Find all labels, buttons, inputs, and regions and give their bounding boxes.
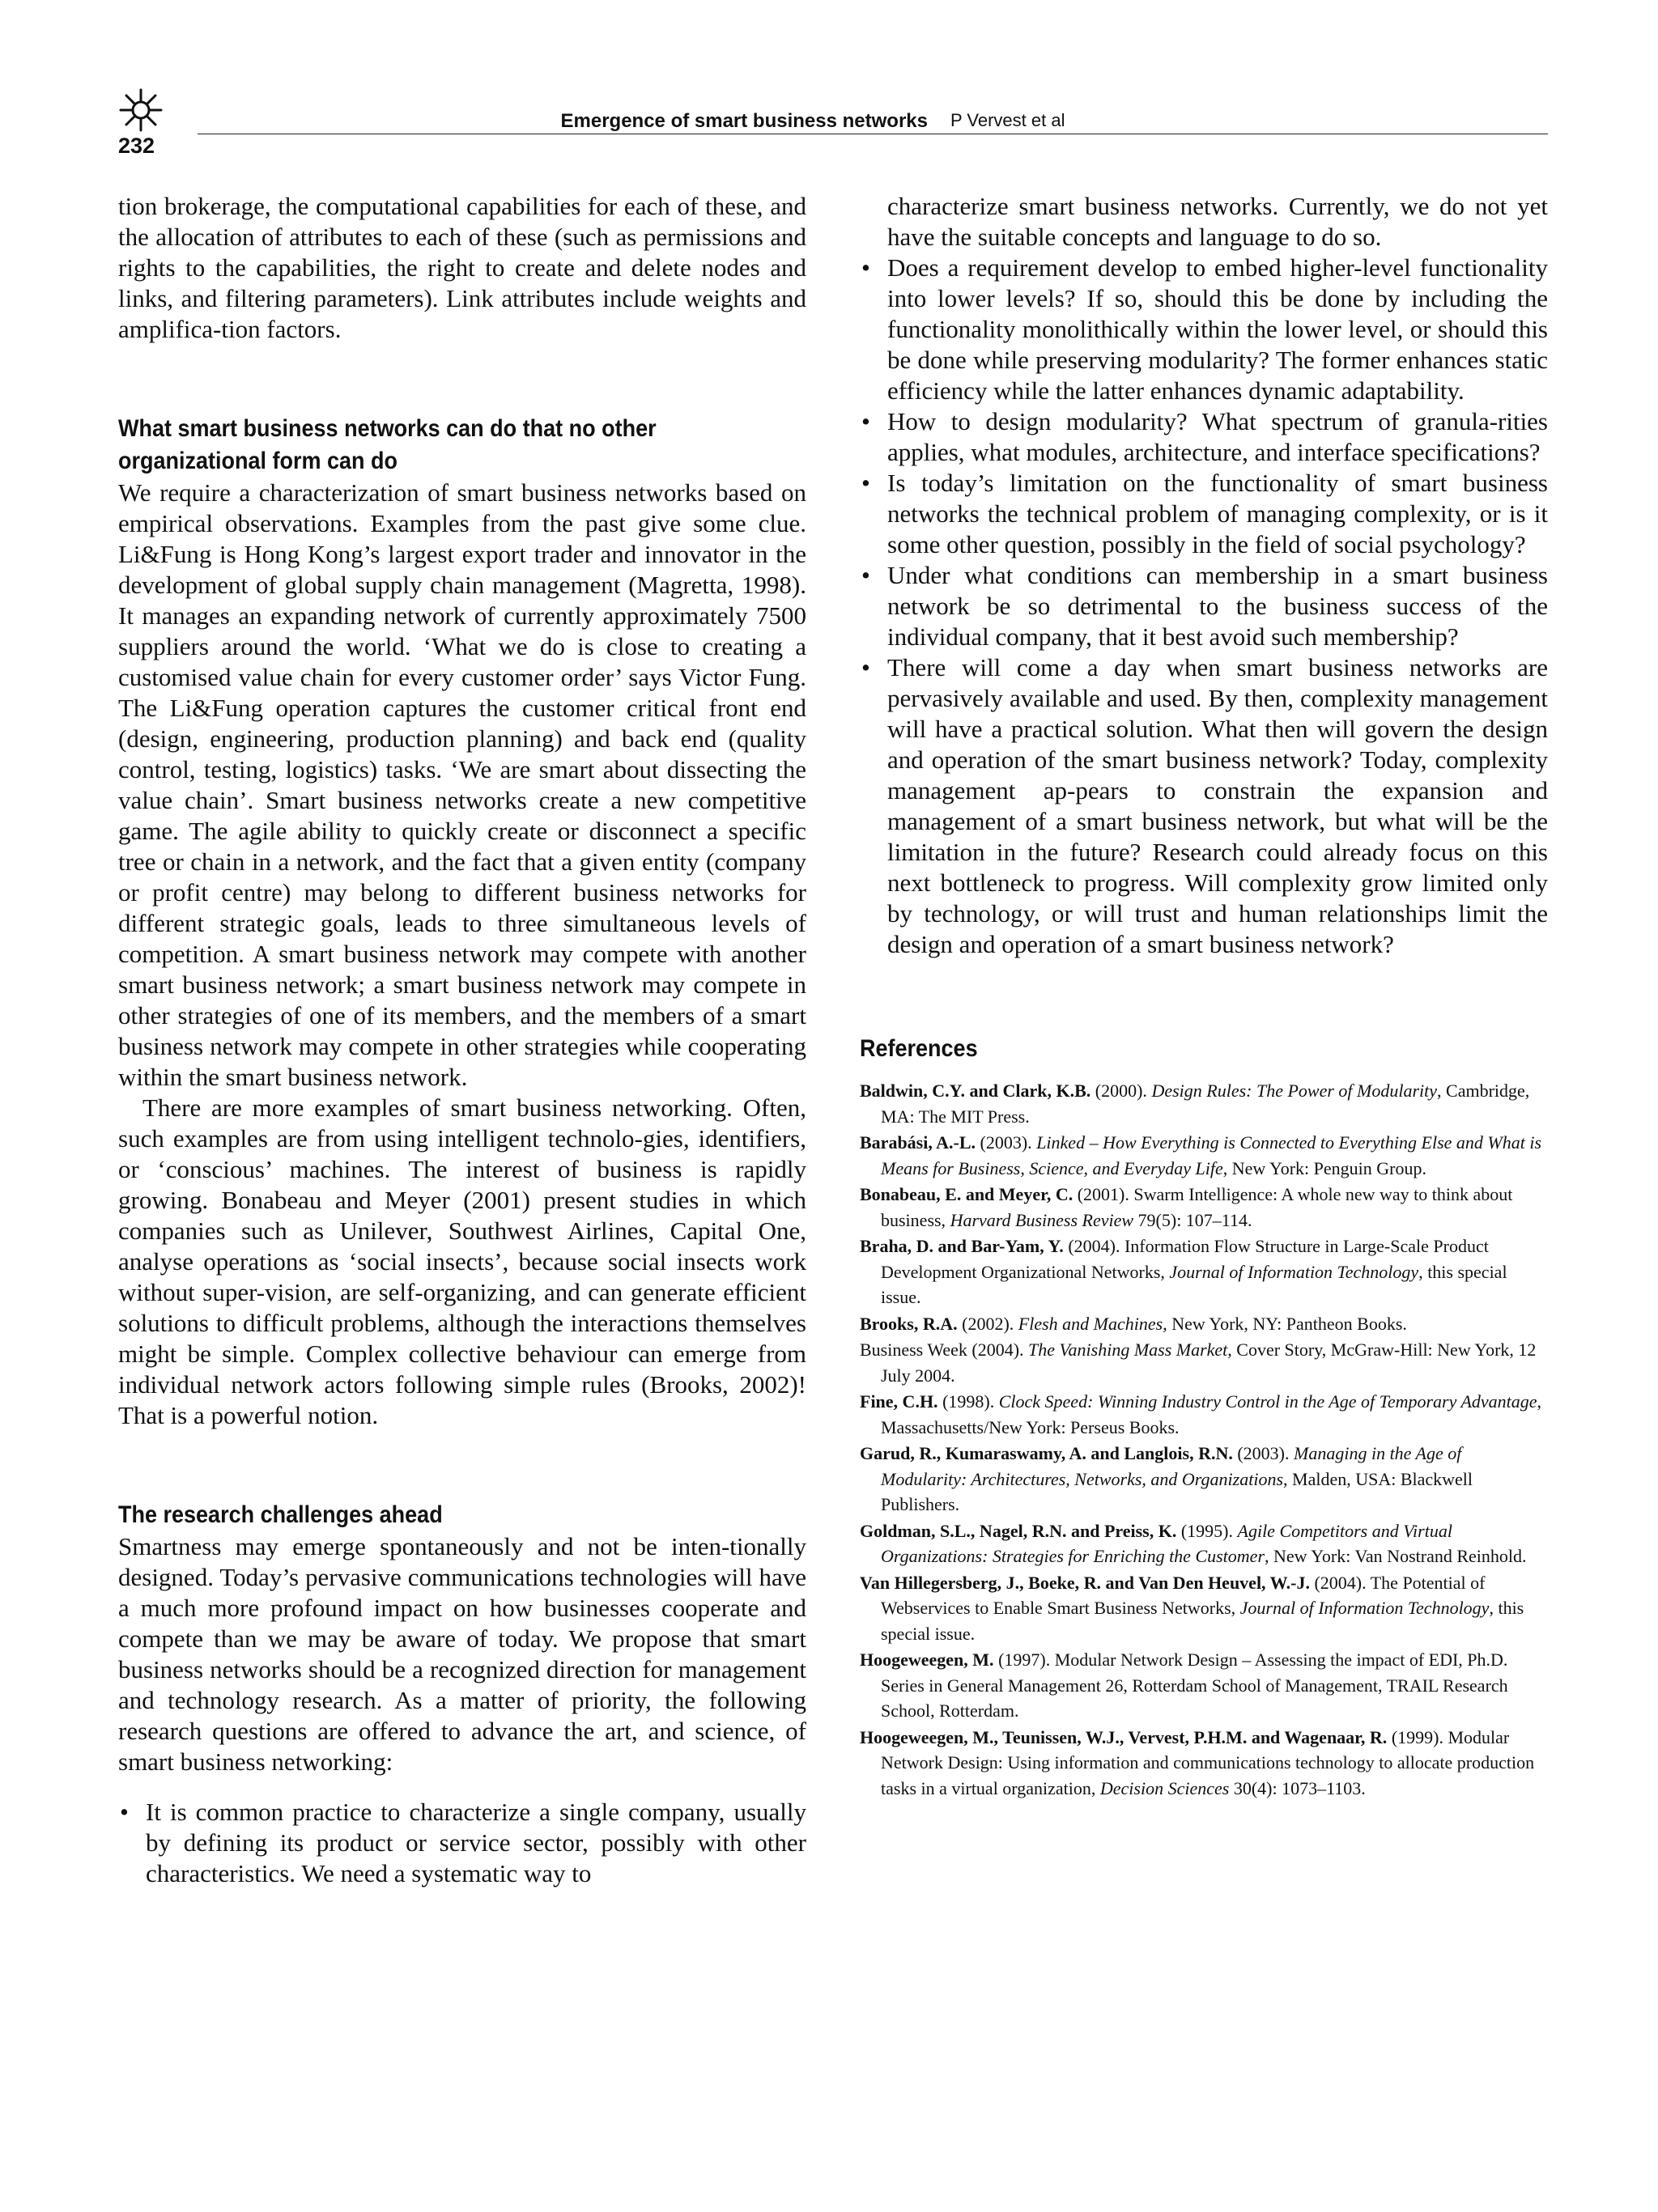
reference-item: Braha, D. and Bar-Yam, Y. (2004). Information Flow Structure in Large-Scale Product Development Organizational Networks, Journal of Information Technology, this special issue. [860, 1236, 1507, 1307]
reference-item: Baldwin, C.Y. and Clark, K.B. (2000). Design Rules: The Power of Modularity, Cambridge, MA: The MIT Press. [860, 1081, 1530, 1127]
list-item-text: Is today’s limitation on the functionality of smart business networks the technical problem of managing complexity, or is it some other question, possibly in the field of social psychology? [887, 469, 1548, 558]
list-item [118, 1797, 806, 1889]
running-header [118, 87, 1548, 162]
list-item [860, 191, 1548, 253]
research-questions-list-continued [860, 191, 1548, 960]
left-column [118, 191, 806, 1889]
list-item-text: It is common practice to characterize a single company, usually by defining its product or service sector, possibly with other characteristics. We need a systematic way to [146, 1798, 806, 1887]
list-item [860, 652, 1548, 960]
section-heading-research-challenges: The research challenges ahead [118, 1501, 443, 1528]
list-item [860, 560, 1548, 652]
bullet-icon: • [861, 407, 870, 435]
list-item [860, 406, 1548, 468]
list-item-text: characterize smart business networks. Currently, we do not yet have the suitable concepts and language to do so. [887, 192, 1548, 251]
reference-item: Van Hillegersberg, J., Boeke, R. and Van Den Heuvel, W.-J. (2004). The Potential of Webservices to Enable Smart Business Networks, Journal of Information Technology, this special issue. [860, 1572, 1524, 1644]
intro-paragraph: tion brokerage, the computational capabilities for each of these, and the allocation of attributes to each of these (such as permissions and rights to the capabilities, the right to create and delete nodes and links, and filtering parameters). Link attributes include weights and amplifica-tion factors. [118, 192, 806, 343]
list-item-text: There will come a day when smart business networks are pervasively available and used. By then, complexity management will have a practical solution. What then will govern the design and operation of the smart business network? Today, complexity management ap-pears to constrain the expansion and management of a smart business network, but what will be the limitation in the future? Research could already focus on this next bottleneck to progress. Will complexity grow limited only by technology, or will trust and human relationships limit the design and operation of a smart business network? [887, 653, 1548, 958]
list-item [860, 253, 1548, 406]
reference-item: Garud, R., Kumaraswamy, A. and Langlois, R.N. (2003). Managing in the Age of Modularity: Architectures, Networks, and Organizations, Malden, USA: Blackwell Publishers. [860, 1443, 1473, 1514]
body-paragraph: There are more examples of smart business networking. Often, such examples are from using intelligent technolo-gies, identifiers, or ‘conscious’ machines. The interest of business is rapidly growing. Bonabeau and Meyer (2001) present studies in which companies such as Unilever, Southwest Airlines, Capital One, analyse operations as ‘social insects’, because social insects work without super-vision, are self-organizing, and can generate efficient solutions to difficult problems, although the interactions themselves might be simple. Complex collective behaviour can emerge from individual network actors following simple rules (Brooks, 2002)! That is a powerful notion. [118, 1093, 806, 1429]
publisher-logo-icon [118, 87, 164, 133]
body-paragraph: Smartness may emerge spontaneously and not be inten-tionally designed. Today’s pervasive communications technologies will have a much more profound impact on how businesses cooperate and compete than we may be aware of today. We propose that smart business networks should be a recognized direction for management and technology research. As a matter of priority, the following research questions are offered to advance the art, and science, of smart business networking: [118, 1532, 806, 1776]
reference-item: Business Week (2004). The Vanishing Mass Market, Cover Story, McGraw-Hill: New York, 12 July 2004. [860, 1340, 1537, 1386]
list-item-text: Does a requirement develop to embed higher-level functionality into lower levels? If so, should this be done by including the functionality monolithically within the lower level, or should this be done while preserving modularity? The former enhances static efficiency while the latter enhances dynamic adaptability. [887, 253, 1548, 405]
research-questions-list [118, 1797, 806, 1889]
list-item-text: How to design modularity? What spectrum of granula-rities applies, what modules, architecture, and interface specifications? [887, 407, 1548, 466]
reference-item: Goldman, S.L., Nagel, R.N. and Preiss, K. (1995). Agile Competitors and Virtual Organizations: Strategies for Enriching the Customer, New York: Van Nostrand Reinhold. [860, 1520, 1527, 1566]
body-paragraph: We require a characterization of smart business networks based on empirical observations. Examples from the past give some clue. Li&Fung is Hong Kong’s largest export trader and innovator in the development of global supply chain management (Magretta, 1998). It manages an expanding network of currently approximately 7500 suppliers around the world. ‘What we do is close to creating a customised value chain for every customer order’ says Victor Fung. The Li&Fung operation captures the customer critical front end (design, engineering, production planning) and back end (quality control, testing, logistics) tasks. ‘We are smart about dissecting the value chain’. Smart business networks create a new competitive game. The agile ability to quickly create or disconnect a specific tree or chain in a network, and the fact that a given entity (company or profit centre) may belong to different business networks for different strategic goals, leads to three simultaneous levels of competition. A smart business network may compete with another smart business network; a smart business network may compete in other strategies of one of its members, and the members of a smart business network may compete in other strategies while cooperating within the smart business network. [118, 478, 806, 1091]
running-authors: P Vervest et al [950, 110, 1065, 130]
reference-item: Barabási, A.-L. (2003). Linked – How Everything is Connected to Everything Else and What is Means for Business, Science, and Everyday Life, New York: Penguin Group. [860, 1132, 1542, 1178]
section-heading-capabilities: What smart business networks can do that no other organizational form can do [118, 415, 657, 474]
list-item [860, 468, 1548, 560]
references-heading: References [860, 1035, 978, 1062]
reference-item: Bonabeau, E. and Meyer, C. (2001). Swarm Intelligence: A whole new way to think about business, Harvard Business Review 79(5): 107–114. [860, 1184, 1513, 1230]
bullet-icon: • [861, 469, 870, 497]
page-number: 232 [118, 134, 155, 158]
reference-item: Brooks, R.A. (2002). Flesh and Machines, New York, NY: Pantheon Books. [860, 1313, 1407, 1334]
reference-item: Fine, C.H. (1998). Clock Speed: Winning Industry Control in the Age of Temporary Advantage, Massachusetts/New York: Perseus Books. [860, 1391, 1542, 1437]
bullet-icon: • [120, 1798, 129, 1826]
right-column [860, 191, 1548, 1802]
reference-item: Hoogeweegen, M., Teunissen, W.J., Vervest, P.H.M. and Wagenaar, R. (1999). Modular Network Design: Using information and communications technology to allocate production tasks in a virtual organization, Decision Sciences 30(4): 1073–1103. [860, 1726, 1535, 1798]
bullet-icon: • [861, 653, 870, 681]
reference-list [860, 1078, 1548, 1801]
list-item-text: Under what conditions can membership in a smart business network be so detrimental to the business success of the individual company, that it best avoid such membership? [887, 561, 1548, 651]
bullet-icon: • [861, 561, 870, 589]
running-title: Emergence of smart business networks [560, 110, 928, 132]
reference-item: Hoogeweegen, M. (1997). Modular Network Design – Assessing the impact of EDI, Ph.D. Series in General Management 26, Rotterdam School of Management, TRAIL Research School, Rotterdam. [860, 1649, 1508, 1721]
bullet-icon: • [861, 253, 870, 282]
